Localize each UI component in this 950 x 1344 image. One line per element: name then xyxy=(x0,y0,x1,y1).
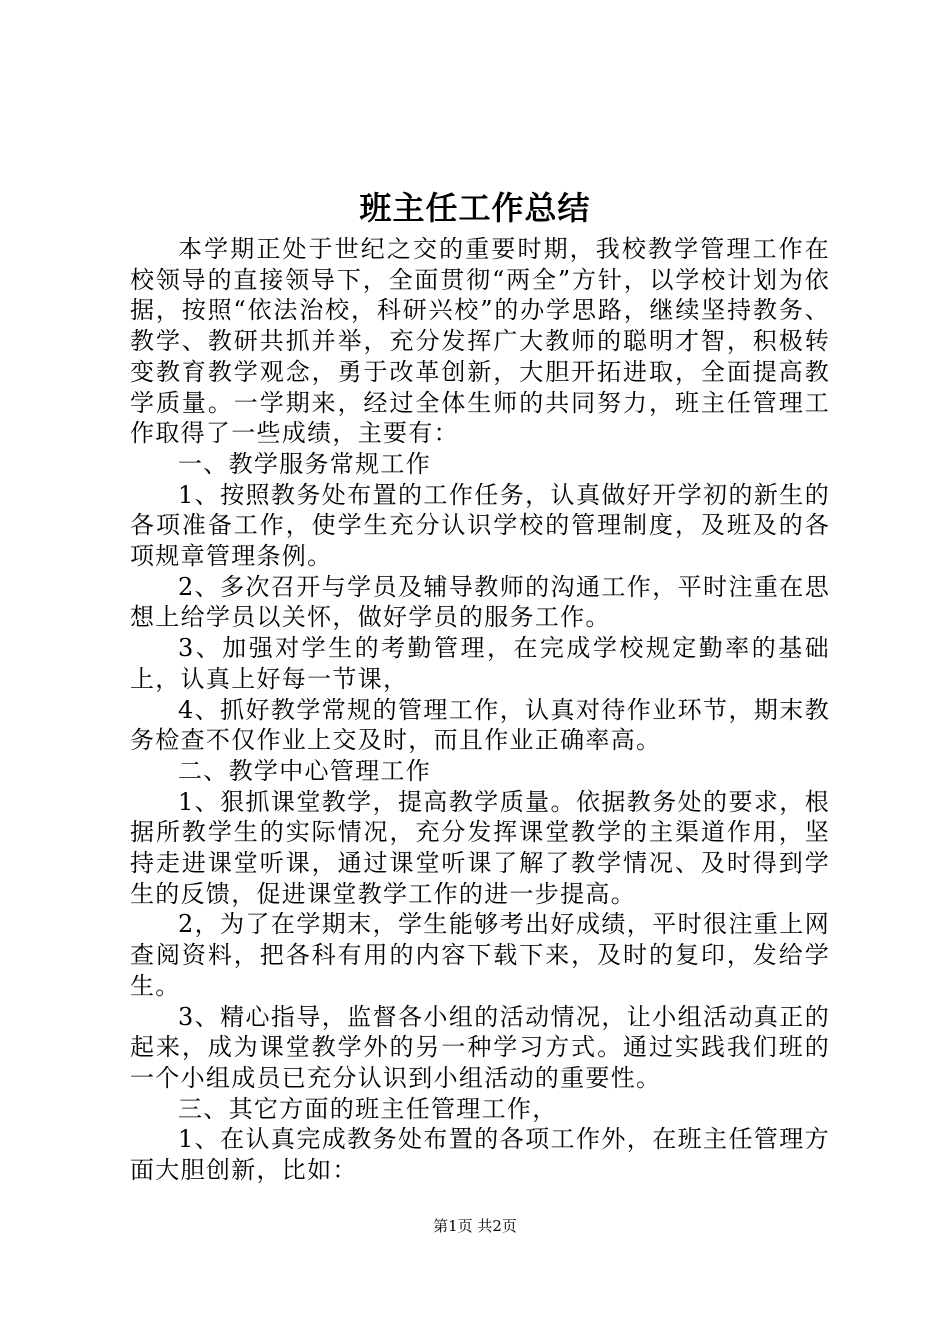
section-heading-1: 一、教学服务常规工作 xyxy=(178,449,431,478)
paragraph-1-3: 3、加强对学生的考勤管理，在完成学校规定勤率的基础上，认真上好每一节课， xyxy=(130,634,830,693)
document-title: 班主任工作总结 xyxy=(359,189,591,227)
document-body xyxy=(130,234,830,1186)
paragraph-1-4: 4、抓好教学常规的管理工作，认真对待作业环节，期末教务检查不仅作业上交及时，而且作业正确率高。 xyxy=(130,695,830,755)
paragraph-1-1: 1、按照教务处布置的工作任务，认真做好开学初的新生的各项准备工作，使学生充分认识学校的管理制度，及班及的各项规章管理条例。 xyxy=(130,480,830,571)
paragraph-2-1: 1、狠抓课堂教学，提高教学质量。依据教务处的要求，根据所教学生的实际情况，充分发挥课堂教学的主渠道作用，坚持走进课堂听课，通过课堂听课了解了教学情况、及时得到学生的反馈，促进课堂教学工作的进一步提高。 xyxy=(130,787,830,908)
paragraph-3-1: 1、在认真完成教务处布置的各项工作外，在班主任管理方面大胆创新，比如： xyxy=(130,1125,830,1185)
paragraph-2-3: 3、精心指导，监督各小组的活动情况，让小组活动真正的起来，成为课堂教学外的另一种学习方式。通过实践我们班的一个小组成员已充分认识到小组活动的重要性。 xyxy=(130,1002,830,1092)
paragraph-1-2: 2、多次召开与学员及辅导教师的沟通工作，平时注重在思想上给学员以关怀，做好学员的服务工作。 xyxy=(130,572,830,632)
section-heading-3: 三、其它方面的班主任管理工作， xyxy=(178,1094,558,1123)
intro-paragraph: 本学期正处于世纪之交的重要时期，我校教学管理工作在校领导的直接领导下，全面贯彻“两全”方针，以学校计划为依据，按照“依法治校，科研兴校”的办学思路，继续坚持教务、教学、教研共抓并举，充分发挥广大教师的聪明才智，积极转变教育教学观念，勇于改革创新，大胆开拓进取，全面提高教学质量。一学期来，经过全体生师的共同努力，班主任管理工作取得了一些成绩，主要有： xyxy=(130,235,830,448)
page-footer: 第1页 共2页 xyxy=(433,1217,517,1235)
paragraph-2-2: 2，为了在学期末，学生能够考出好成绩，平时很注重上网查阅资料，把各科有用的内容下载下来，及时的复印，发给学生。 xyxy=(130,910,830,1000)
section-heading-2: 二、教学中心管理工作 xyxy=(178,756,431,785)
